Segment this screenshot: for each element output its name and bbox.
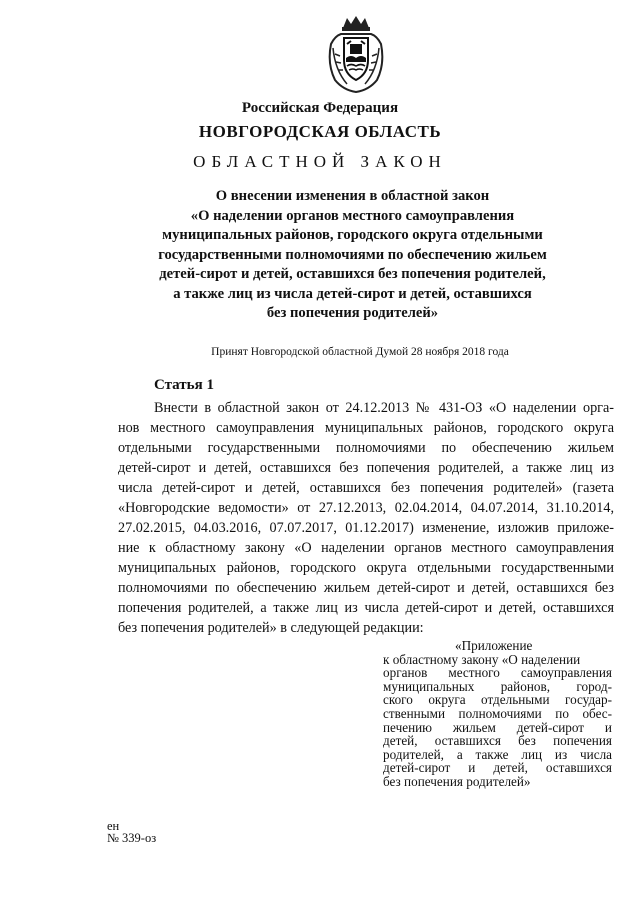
appendix-line: ственными полномочиями по обес- xyxy=(383,705,612,721)
region-name: НОВГОРОДСКАЯ ОБЛАСТЬ xyxy=(198,122,442,141)
adoption-note: Принят Новгородской областной Думой 28 ноября 2018 года xyxy=(211,346,509,358)
body-line: без попечения родителей» в следующей редакции: xyxy=(118,620,424,636)
appendix-line: родителей, а также лиц из числа xyxy=(383,746,612,762)
title-line: О внесении изменения в областной закон xyxy=(215,188,490,204)
title-line: «О наделении органов местного самоуправления xyxy=(190,207,515,224)
appendix-line: печению жильем детей-сирот и xyxy=(383,719,612,735)
title-line: а также лиц из числа детей-сирот и детей, оставшихся xyxy=(173,285,532,302)
body-line: полномочиями по обеспечению жильем детей-сирот и детей, оставшихся без xyxy=(118,580,614,596)
article-body xyxy=(118,398,614,638)
appendix-line: к областному закону «О наделении xyxy=(383,651,581,667)
appendix-line: ского округа отдельными государ- xyxy=(383,692,612,708)
coat-of-arms-icon xyxy=(325,14,387,96)
body-line: муниципальных районов, городского округа отдельными государственными xyxy=(118,560,614,576)
document-footer xyxy=(107,820,156,844)
title-line: государственными полномочиями по обеспечению жильем xyxy=(158,246,547,263)
country-name: Российская Федерация xyxy=(241,100,399,116)
appendix-line: детей-сирот и детей, оставшихся xyxy=(383,760,612,776)
author-initials: ен xyxy=(107,819,120,833)
appendix-block xyxy=(383,639,612,789)
appendix-line: без попечения родителей» xyxy=(383,773,531,789)
body-line: детей-сирот и детей, оставшихся без попечения родителей, а также лиц из xyxy=(118,460,614,476)
body-line: 27.02.2015, 04.03.2016, 07.07.2017, 01.12.2017) изменение, изложив приложе- xyxy=(118,520,614,536)
body-line: числа детей-сирот и детей, оставшихся без попечения родителей» (газета xyxy=(118,480,614,496)
document-type: ОБЛАСТНОЙ ЗАКОН xyxy=(193,152,447,171)
appendix-line: муниципальных районов, город- xyxy=(383,678,612,694)
title-line: муниципальных районов, городского округа отдельными xyxy=(162,227,543,243)
law-title xyxy=(110,187,595,324)
article-heading: Статья 1 xyxy=(154,377,214,393)
appendix-line: органов местного самоуправления xyxy=(383,665,612,681)
body-line: Внести в областной закон от 24.12.2013 № 431-ОЗ «О наделении орга- xyxy=(154,400,614,416)
title-line: детей-сирот и детей, оставшихся без попечения родителей, xyxy=(159,266,546,282)
body-line: отдельными государственными полномочиями по обеспечению жильем xyxy=(118,440,614,456)
appendix-line: детей, оставшихся без попечения xyxy=(383,733,612,749)
appendix-line: «Приложение xyxy=(455,638,533,653)
title-line: без попечения родителей» xyxy=(266,305,439,321)
body-line: нов местного самоуправления муниципальных районов, городского округа xyxy=(118,420,614,436)
body-line: попечения родителей, а также лиц из числа детей-сирот и детей, оставшихся xyxy=(118,600,614,616)
body-line: «Новгородские ведомости» от 27.12.2013, 02.04.2014, 04.07.2014, 31.10.2014, xyxy=(118,500,614,516)
document-number: № 339-оз xyxy=(107,831,157,845)
body-line: ние к областному закону «О наделении органов местного самоуправления xyxy=(118,540,614,556)
